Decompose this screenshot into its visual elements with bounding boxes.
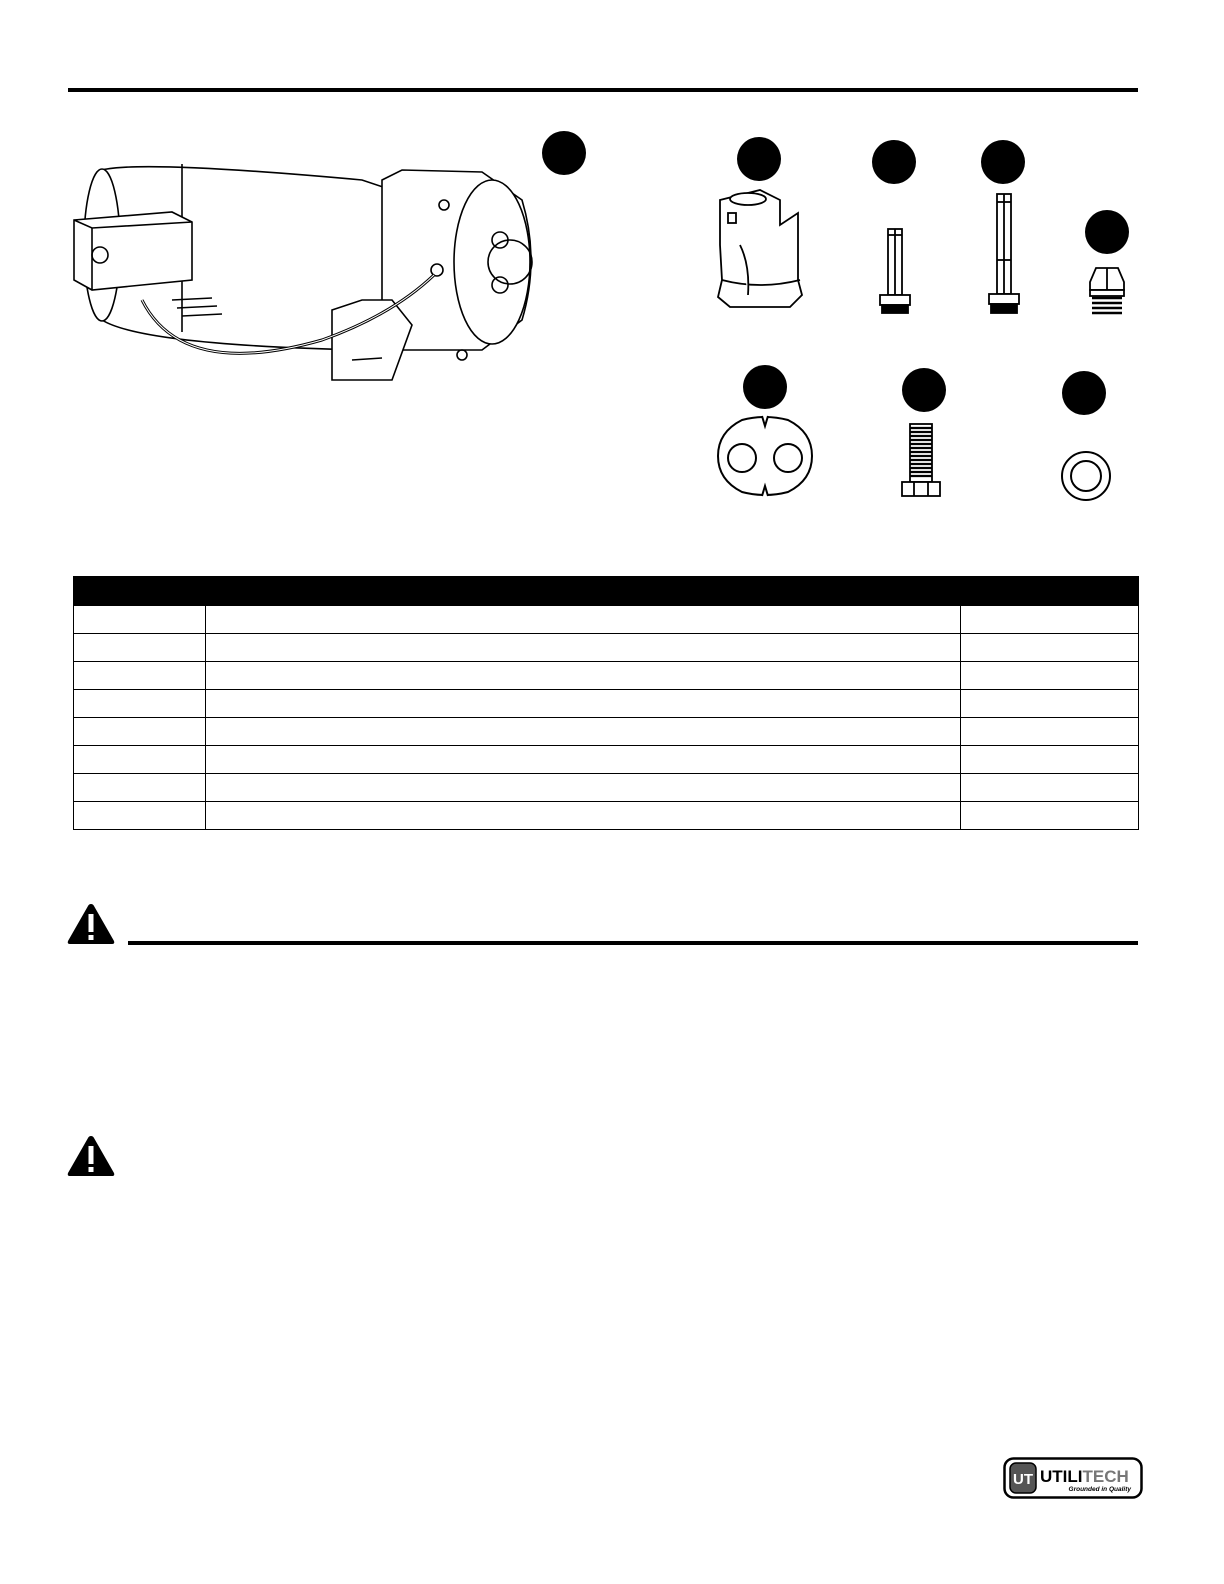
table-cell bbox=[206, 774, 961, 802]
table-row bbox=[74, 606, 1139, 634]
table-cell bbox=[961, 718, 1139, 746]
pump-illustration bbox=[62, 150, 542, 410]
adapter-illustration bbox=[710, 185, 810, 315]
table-row bbox=[74, 802, 1139, 830]
table-row bbox=[74, 718, 1139, 746]
table-cell bbox=[961, 690, 1139, 718]
warning-triangle-icon bbox=[66, 1134, 116, 1178]
table-cell bbox=[206, 690, 961, 718]
table-row bbox=[74, 774, 1139, 802]
table-cell bbox=[74, 634, 206, 662]
table-cell bbox=[961, 662, 1139, 690]
table-cell bbox=[206, 802, 961, 830]
plug-illustration bbox=[1082, 262, 1132, 320]
part-badge-short-bolt bbox=[872, 140, 916, 184]
warning-rule bbox=[128, 941, 1138, 945]
brand-logo bbox=[1003, 1457, 1143, 1499]
part-badge-plug bbox=[1085, 210, 1129, 254]
table-cell bbox=[206, 718, 961, 746]
parts-table bbox=[73, 576, 1139, 830]
gasket-illustration bbox=[712, 412, 818, 500]
table-header-cell bbox=[74, 577, 206, 606]
logo-name-part1: UTILI bbox=[1040, 1467, 1083, 1486]
short-bolt-illustration bbox=[870, 225, 920, 317]
table-cell bbox=[961, 746, 1139, 774]
screw-illustration bbox=[896, 420, 946, 500]
table-header-row bbox=[74, 577, 1139, 606]
table-cell bbox=[74, 802, 206, 830]
logo-name-part2: TECH bbox=[1082, 1467, 1129, 1486]
table-cell bbox=[961, 606, 1139, 634]
part-badge-pump bbox=[542, 131, 586, 175]
table-cell bbox=[961, 802, 1139, 830]
warning-triangle-icon bbox=[66, 902, 116, 946]
part-badge-gasket bbox=[743, 365, 787, 409]
part-badge-adapter bbox=[737, 137, 781, 181]
table-cell bbox=[74, 718, 206, 746]
table-header-cell bbox=[961, 577, 1139, 606]
long-bolt-illustration bbox=[980, 190, 1030, 318]
table-cell bbox=[74, 662, 206, 690]
part-badge-long-bolt bbox=[981, 140, 1025, 184]
table-row bbox=[74, 746, 1139, 774]
logo-tagline: Grounded in Quality bbox=[1068, 1486, 1131, 1493]
table-cell bbox=[961, 774, 1139, 802]
washer-illustration bbox=[1058, 448, 1114, 504]
svg-text:UTILITECH bbox=[1040, 1467, 1129, 1486]
table-cell bbox=[74, 746, 206, 774]
part-badge-washer bbox=[1062, 371, 1106, 415]
table-cell bbox=[961, 634, 1139, 662]
table-cell bbox=[74, 606, 206, 634]
table-cell bbox=[74, 690, 206, 718]
table-cell bbox=[206, 606, 961, 634]
logo-monogram: UT bbox=[1013, 1471, 1033, 1488]
table-cell bbox=[206, 634, 961, 662]
header-rule bbox=[68, 88, 1138, 92]
table-cell bbox=[206, 662, 961, 690]
table-header-cell bbox=[206, 577, 961, 606]
table-row bbox=[74, 634, 1139, 662]
table-cell bbox=[74, 774, 206, 802]
table-row bbox=[74, 662, 1139, 690]
table-row bbox=[74, 690, 1139, 718]
part-badge-screw bbox=[902, 368, 946, 412]
table-cell bbox=[206, 746, 961, 774]
